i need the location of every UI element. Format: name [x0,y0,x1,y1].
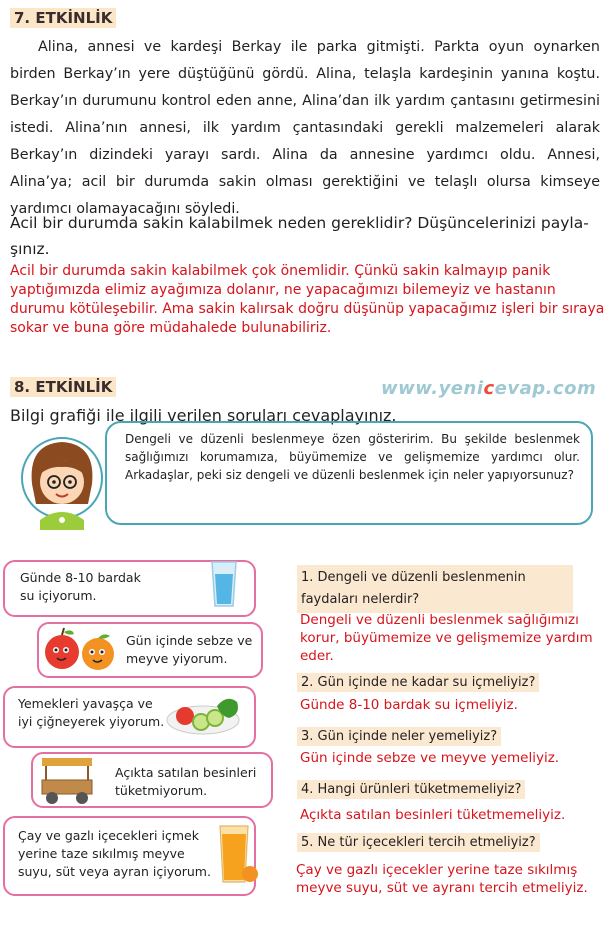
answer-2: Günde 8-10 bardak su içmeliyiz. [300,697,518,713]
food-cart-icon [36,754,98,806]
info-card-drinks-text: Çay ve gazlı içecekleri içmek yerine taze sıkılmış meyve suyu, süt veya ayran içiyorum. [18,828,211,879]
answer-5: Çay ve gazlı içecekler yerine taze sıkılmış meyve suyu, süt ve ayranı tercih etmeliyiz. [296,862,588,896]
activity-8-instruction: Bilgi grafiği ile ilgili verilen soruları cevaplayınız. [10,406,397,425]
activity-7-answer: Acil bir durumda sakin kalabilmek çok önemlidir. Çünkü sakin kalmayıp panik yaptığımızda elimiz ayağımıza dolanır, ne yapacağımızı bilemeyiz ve hastanın durumu kötüleşebilir. Ama sakin kalırsak doğru düşünüp yapacağımız işleri bir sıraya sokar ve buna göre müdahalede bulunabiliriz. [10,263,605,336]
info-card-water-text: Günde 8-10 bardak su içiyorum. [20,570,141,603]
question-3: 3. Gün içinde neler yemeliyiz? [297,727,501,746]
activity-7-title: 7. ETKİNLİK [10,8,116,28]
question-5: 5. Ne tür içecekleri tercih etmeliyiz? [297,833,540,852]
question-2: 2. Gün içinde ne kadar su içmeliyiz? [297,673,539,692]
girl-illustration [18,434,104,530]
answer-4: Açıkta satılan besinleri tüketmemeliyiz. [300,807,566,823]
question-1: 1. Dengeli ve düzenli beslenmenin faydaları nelerdir? [297,565,573,613]
salad-plate-icon [165,692,243,738]
activity-8-title: 8. ETKİNLİK [10,377,116,397]
water-glass-icon [209,560,239,608]
answer-3: Gün içinde sebze ve meyve yemeliyiz. [300,750,560,766]
fruit-icon [40,626,122,674]
info-card-vegetables-text: Gün içinde sebze ve meyve yiyorum. [126,633,253,666]
info-card-street-food-text: Açıkta satılan besinleri tüketmiyorum. [115,765,257,798]
answer-1: Dengeli ve düzenli beslenmek sağlığımızı korur, büyümemize ve gelişmemize yardım eder. [300,612,593,664]
speech-bubble-text: Dengeli ve düzenli beslenmeye özen gösteririm. Bu şekilde beslenmek sağlığımızı korumamıza, büyümemize ve gelişmemize yardımcı olur. Arkadaşlar, peki siz dengeli ve düzenli beslenmek için neler yapıyorsunuz? [125,432,580,482]
activity-7-question: Acil bir durumda sakin kalabilmek neden gereklidir? Düşüncelerinizi paylaşınız. [10,214,589,258]
site-watermark: www.yenicevap.com [381,378,597,399]
juice-glass-icon [216,824,258,886]
info-card-chewing-text: Yemekleri yavaşça ve iyi çiğneyerek yiyorum. [18,696,165,729]
question-4: 4. Hangi ürünleri tüketmemeliyiz? [297,780,525,799]
story-text: Alina, annesi ve kardeşi Berkay ile parka gitmişti. Parkta oyun oynarken birden Berkay’ın yere düştüğünü gördü. Alina, telaşla kardeşinin yanına koştu. Berkay’ın durumunu kontrol eden anne, Alina’dan ilk yardım çantasını getirmesini istedi. Alina’nın annesi, ilk yardım çantasındaki gerekli malzemeleri alarak Berkay’ın dizindeki yarayı sardı. Alina da annesine yardımcı oldu. Annesi, Alina’ya; acil bir durumda sakin olması gerektiğini ve telaşlı olursa kimseye yardımcı olamayacağını söyledi. [10,39,600,217]
